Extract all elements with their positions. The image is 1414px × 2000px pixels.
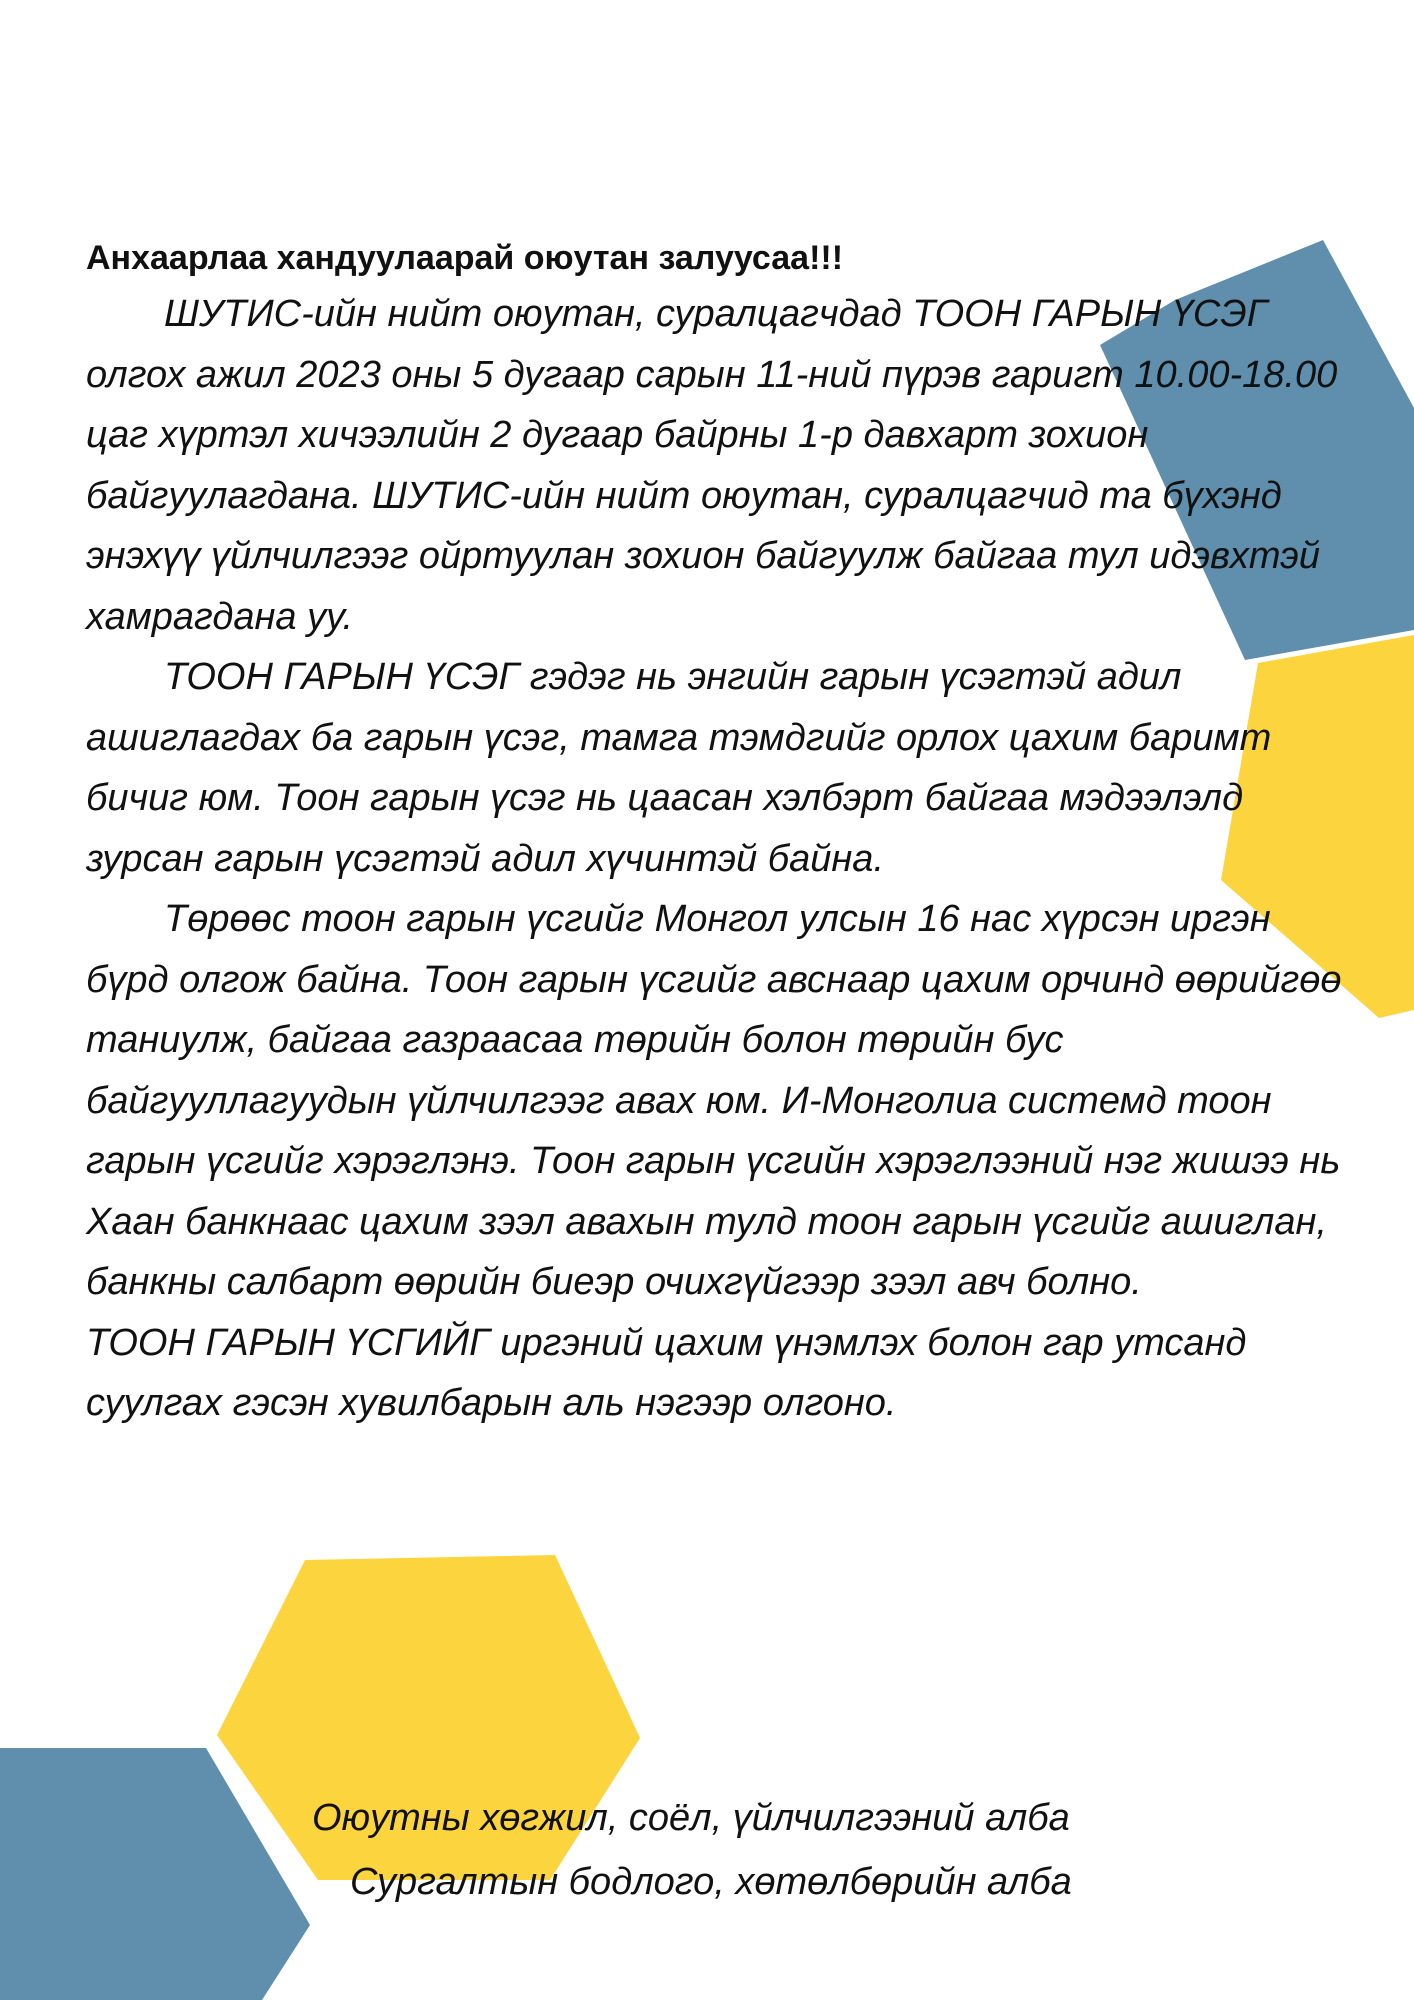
notice-text	[86, 284, 1346, 1434]
notice-body	[86, 232, 1346, 1434]
paragraph-usage: Төрөөс тоон гарын үсгийг Монгол улсын 16 нас хүрсэн иргэн бүрд олгож байна. Тоон гарын үсгийг авснаар цахим орчинд өөрийгөө таниулж, байгаа газраасаа төрийн болон төрийн бус байгууллагуудын үйлчилгээг авах юм. И-Монголиа системд тоон гарын үсгийг хэрэглэнэ. Тоон гарын үсгийн хэрэглээний нэг жишээ нь Хаан банкнаас цахим зээл авахын тулд тоон гарын үсгийг ашиглан, банкны салбарт өөрийн биеэр очихгүйгээр зээл авч болно.	[86, 898, 1342, 1303]
notice-heading: Анхаарлаа хандуулаарай оюутан залуусаа!!!	[86, 239, 844, 277]
signature-student-office: Оюутны хөгжил, соёл, үйлчилгээний алба	[312, 1797, 1070, 1839]
signature-curriculum-office: Сургалтын бодлого, хөтөлбөрийн алба	[350, 1861, 1072, 1903]
paragraph-closing: ТООН ГАРЫН ҮСГИЙГ иргэний цахим үнэмлэх болон гар утсанд суулгах гэсэн хувилбарын аль нэгээр олгоно.	[86, 1321, 1247, 1424]
paragraph-definition: ТООН ГАРЫН ҮСЭГ гэдэг нь энгийн гарын үсэгтэй адил ашиглагдах ба гарын үсэг, тамга тэмдгийг орлох цахим баримт бичиг юм. Тоон гарын үсэг нь цаасан хэлбэрт байгаа мэдээлэлд зурсан гарын үсэгтэй адил хүчинтэй байна.	[86, 656, 1272, 880]
paragraph-registration: ШУТИС-ийн нийт оюутан, суралцагчдад ТООН ГАРЫН ҮСЭГ олгох ажил 2023 оны 5 дугаар сарын 11-ний пүрэв гаригт 10.00-18.00 цаг хүртэл хичээлийн 2 дугаар байрны 1-р давхарт зохион байгуулагдана. ШУТИС-ийн нийт оюутан, суралцагчид та бүхэнд энэхүү үйлчилгээг ойртуулан зохион байгуулж байгаа тул идэвхтэй хамрагдана уу.	[86, 293, 1338, 638]
